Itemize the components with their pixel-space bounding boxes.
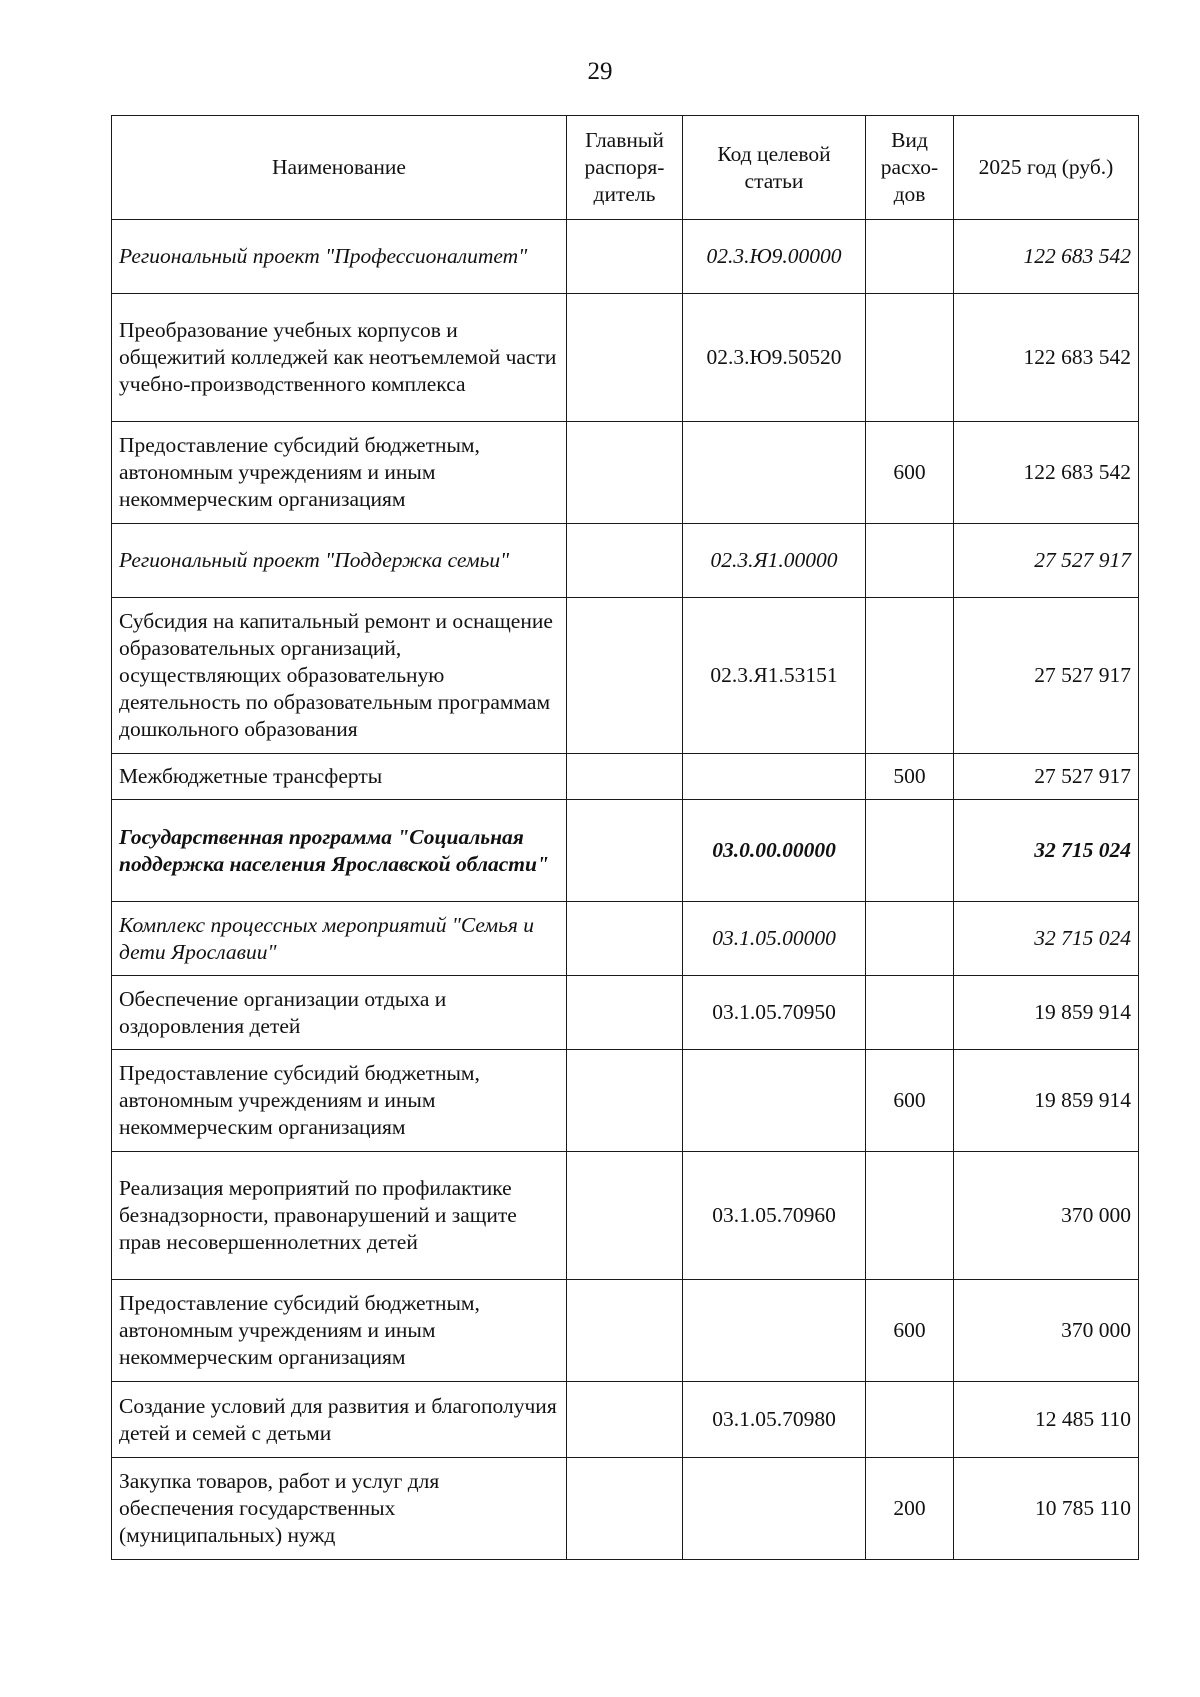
row-amount: 32 715 024 [954,800,1139,902]
row-name: Предоставление субсидий бюджетным, автономным учреждениям и иным некоммерческим организациям [112,1050,567,1152]
row-manager [567,1280,683,1382]
table-row [112,1152,1139,1280]
table-row [112,598,1139,754]
table-row [112,220,1139,294]
row-amount: 122 683 542 [954,220,1139,294]
row-code: 02.3.Я1.00000 [683,524,866,598]
row-amount: 19 859 914 [954,1050,1139,1152]
table-row [112,902,1139,976]
row-amount: 10 785 110 [954,1458,1139,1560]
table-row [112,1280,1139,1382]
row-type [866,1152,954,1280]
row-code: 03.0.00.00000 [683,800,866,902]
row-manager [567,1458,683,1560]
row-name: Преобразование учебных корпусов и общежитий колледжей как неотъемлемой части учебно-производственного комплекса [112,294,567,422]
row-amount: 32 715 024 [954,902,1139,976]
row-manager [567,294,683,422]
row-manager [567,800,683,902]
row-code: 03.1.05.70950 [683,976,866,1050]
row-amount: 122 683 542 [954,294,1139,422]
row-name: Создание условий для развития и благополучия детей и семей с детьми [112,1382,567,1458]
row-amount: 19 859 914 [954,976,1139,1050]
table-row [112,976,1139,1050]
row-name: Предоставление субсидий бюджетным, автономным учреждениям и иным некоммерческим организациям [112,422,567,524]
row-code [683,422,866,524]
row-type [866,294,954,422]
row-code: 03.1.05.70980 [683,1382,866,1458]
row-code [683,754,866,800]
row-name: Обеспечение организации отдыха и оздоровления детей [112,976,567,1050]
table-row [112,422,1139,524]
row-type [866,902,954,976]
table-row [112,294,1139,422]
row-name: Реализация мероприятий по профилактике безнадзорности, правонарушений и защите прав несовершеннолетних детей [112,1152,567,1280]
row-amount: 370 000 [954,1152,1139,1280]
row-code: 02.3.Ю9.00000 [683,220,866,294]
row-amount: 122 683 542 [954,422,1139,524]
row-amount: 27 527 917 [954,598,1139,754]
row-type: 600 [866,1050,954,1152]
row-name: Региональный проект "Профессионалитет" [112,220,567,294]
header-type: Вид расхо-дов [866,116,954,220]
row-type [866,524,954,598]
row-manager [567,976,683,1050]
page-number: 29 [587,58,613,85]
table-header-row [112,116,1139,220]
header-code: Код целевой статьи [683,116,866,220]
row-manager [567,220,683,294]
row-type: 600 [866,422,954,524]
row-manager [567,902,683,976]
row-code [683,1458,866,1560]
row-name: Закупка товаров, работ и услуг для обеспечения государственных (муниципальных) нужд [112,1458,567,1560]
row-name: Государственная программа "Социальная поддержка населения Ярославской области" [112,800,567,902]
table-row [112,800,1139,902]
row-manager [567,422,683,524]
row-manager [567,1382,683,1458]
row-code: 03.1.05.70960 [683,1152,866,1280]
table-row [112,1382,1139,1458]
row-manager [567,1152,683,1280]
row-type: 200 [866,1458,954,1560]
row-manager [567,1050,683,1152]
row-amount: 370 000 [954,1280,1139,1382]
budget-table [111,115,1139,1560]
row-manager [567,524,683,598]
row-name: Региональный проект "Поддержка семьи" [112,524,567,598]
row-type: 500 [866,754,954,800]
row-code: 02.3.Я1.53151 [683,598,866,754]
row-manager [567,754,683,800]
row-type [866,800,954,902]
row-code: 03.1.05.00000 [683,902,866,976]
row-type [866,1382,954,1458]
row-type [866,220,954,294]
table-row [112,754,1139,800]
table-row [112,1050,1139,1152]
row-type: 600 [866,1280,954,1382]
row-name: Комплекс процессных мероприятий "Семья и дети Ярославии" [112,902,567,976]
header-manager: Главный распоря-дитель [567,116,683,220]
table-row [112,1458,1139,1560]
table-row [112,524,1139,598]
row-manager [567,598,683,754]
row-amount: 12 485 110 [954,1382,1139,1458]
row-amount: 27 527 917 [954,524,1139,598]
row-name: Предоставление субсидий бюджетным, автономным учреждениям и иным некоммерческим организациям [112,1280,567,1382]
row-code: 02.3.Ю9.50520 [683,294,866,422]
row-type [866,598,954,754]
row-code [683,1050,866,1152]
row-name: Межбюджетные трансферты [112,754,567,800]
row-code [683,1280,866,1382]
row-name: Субсидия на капитальный ремонт и оснащение образовательных организаций, осуществляющих образовательную деятельность по образовательным программам дошкольного образования [112,598,567,754]
row-type [866,976,954,1050]
header-year: 2025 год (руб.) [954,116,1139,220]
header-name: Наименование [112,116,567,220]
row-amount: 27 527 917 [954,754,1139,800]
